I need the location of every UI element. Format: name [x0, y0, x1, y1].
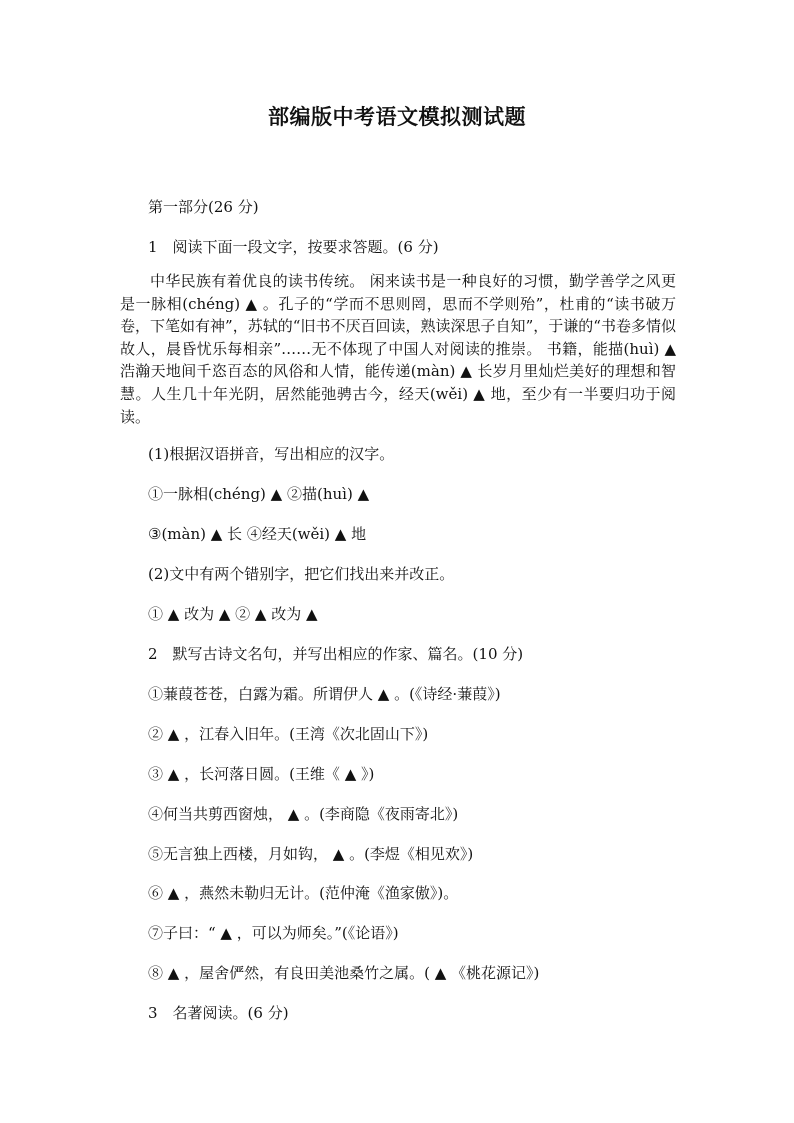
question-1-sub1-line-b: ③(màn) ▲ 长 ④经天(wěi) ▲ 地	[148, 525, 367, 543]
question-2-item: ⑦子曰：“ ▲ ，可以为师矣。”(《论语》)	[148, 924, 399, 942]
question-1-passage: 中华民族有着优良的读书传统。 闲来读书是一种良好的习惯，勤学善学之风更是一脉相(chéng) ▲ 。孔子的“学而不思则罔，思而不学则殆”，杜甫的“读书破万卷，下笔如有神”，苏轼的“旧书不厌百回读，熟读深思子自知”，于谦的“书卷多情似故人，晨昏忧乐每相亲”……无不体现了中国人对阅读的推崇。 书籍，能描(huì) ▲ 浩瀚天地间千恣百态的风俗和人情，能传递(màn) ▲ 长岁月里灿烂美好的理想和智慧。人生几十年光阴，居然能弛骋古今，经天(wěi) ▲ 地，至少有一半要归功于阅读。	[120, 272, 676, 426]
question-2-prompt: 2 默写古诗文名句，并写出相应的作家、篇名。(10 分)	[148, 645, 524, 663]
question-2-item: ⑤无言独上西楼，月如钩， ▲ 。(李煜《相见欢》)	[148, 845, 474, 863]
question-1-sub1-line-a: ①一脉相(chéng) ▲ ②描(huì) ▲	[148, 485, 370, 503]
question-2-item: ①蒹葭苍苍，白露为霜。所谓伊人 ▲ 。(《诗经·蒹葭》)	[148, 685, 501, 703]
part-heading: 第一部分(26 分)	[148, 198, 259, 216]
document-title: 部编版中考语文模拟测试题	[268, 105, 526, 129]
question-1-sub2-line: ① ▲ 改为 ▲ ② ▲ 改为 ▲	[148, 605, 318, 623]
question-2-item: ④何当共剪西窗烛， ▲ 。(李商隐《夜雨寄北》)	[148, 805, 459, 823]
question-1-sub2: (2)文中有两个错别字，把它们找出来并改正。	[148, 565, 455, 583]
question-1-prompt: 1 阅读下面一段文字，按要求答题。(6 分)	[148, 238, 439, 256]
question-1-sub1: (1)根据汉语拼音，写出相应的汉字。	[148, 445, 395, 463]
question-2-item: ② ▲ ，江春入旧年。(王湾《次北固山下》)	[148, 725, 429, 743]
question-3-prompt: 3 名著阅读。(6 分)	[148, 1004, 289, 1022]
question-2-item: ⑥ ▲ ，燕然未勒归无计。(范仲淹《渔家傲》)。	[148, 884, 459, 902]
question-2-item: ③ ▲ ，长河落日圆。(王维《 ▲ 》)	[148, 765, 375, 783]
question-2-item: ⑧ ▲ ，屋舍俨然，有良田美池桑竹之属。( ▲ 《桃花源记》)	[148, 964, 540, 982]
